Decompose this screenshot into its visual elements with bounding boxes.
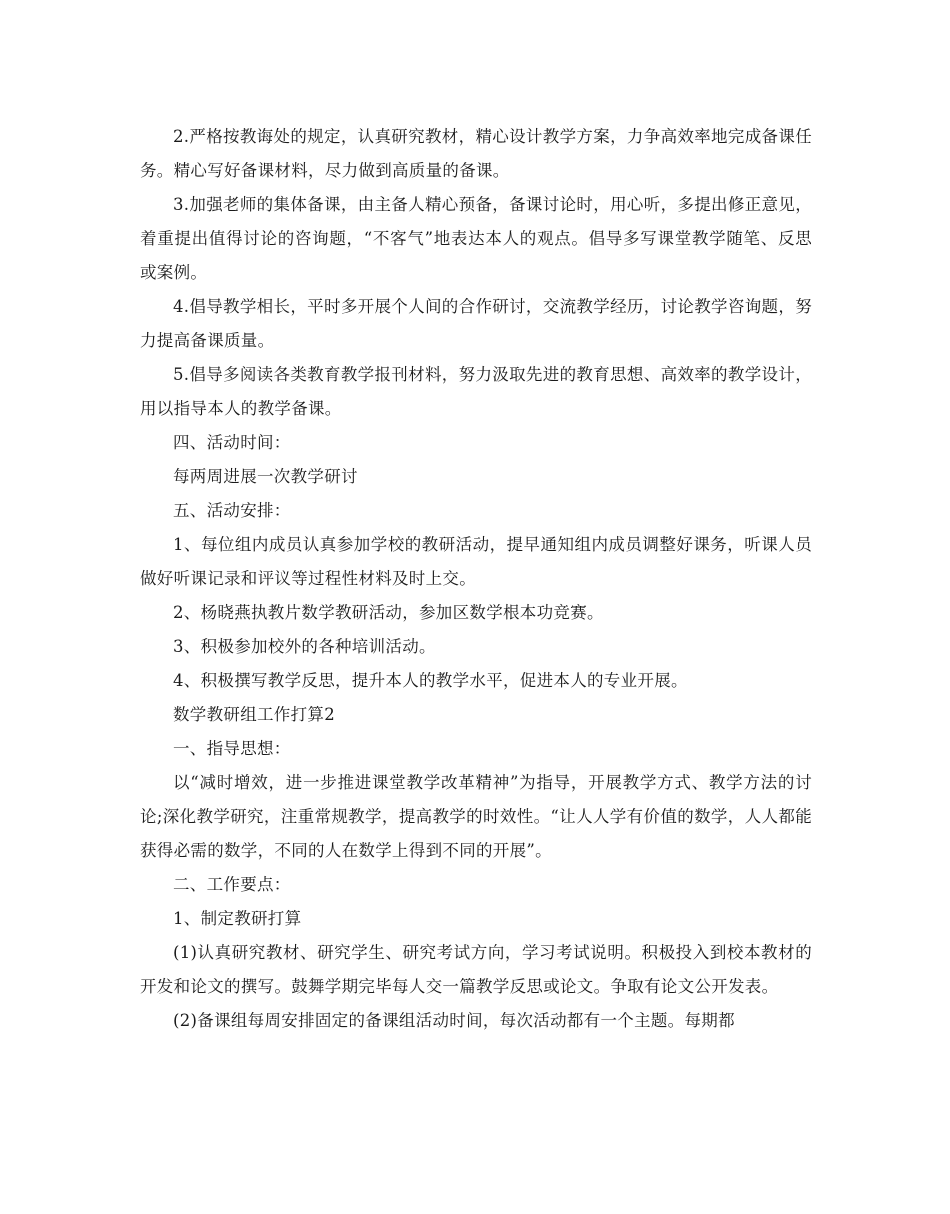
paragraph-item-5: 5.倡导多阅读各类教育教学报刊材料，努力汲取先进的教育思想、高效率的教学设计，用以指导本人的教学备课。: [140, 365, 812, 418]
arrangement-item-2: 2、杨晓燕执教片数学教研活动，参加区数学根本功竞赛。: [173, 603, 604, 622]
document-body: [140, 120, 812, 1038]
paragraph-guiding-thought: 以“减时增效，进一步推进课堂教学改革精神”为指导，开展教学方式、教学方法的讨论;深化教学研究，注重常规教学，提高教学的时效性。“让人人学有价值的数学，人人都能获得必需的数学，不同的人在数学上得到不同的开展”。: [140, 773, 812, 860]
arrangement-item-4: 4、积极撰写教学反思，提升本人的教学水平，促进本人的专业开展。: [173, 671, 688, 690]
section-heading-activity-time: 四、活动时间：: [173, 433, 291, 452]
work-point-1-sub-2: (2)备课组每周安排固定的备课组活动时间，每次活动都有一个主题。每期都: [173, 1011, 735, 1030]
work-point-1-sub-1: (1)认真研究教材、研究学生、研究考试方向，学习考试说明。积极投入到校本教材的开发和论文的撰写。鼓舞学期完毕每人交一篇教学反思或论文。争取有论文公开发表。: [140, 943, 812, 996]
document-subtitle: 数学教研组工作打算2: [173, 705, 335, 724]
paragraph-item-3: 3.加强老师的集体备课，由主备人精心预备，备课讨论时，用心听，多提出修正意见，着重提出值得讨论的咨询题，“不客气”地表达本人的观点。倡导多写课堂教学随笔、反思或案例。: [140, 195, 812, 282]
arrangement-item-1: 1、每位组内成员认真参加学校的教研活动，提早通知组内成员调整好课务，听课人员做好听课记录和评议等过程性材料及时上交。: [140, 535, 812, 588]
paragraph-item-4: 4.倡导教学相长，平时多开展个人间的合作研讨，交流教学经历，讨论教学咨询题，努力提高备课质量。: [140, 297, 812, 350]
paragraph-activity-time: 每两周进展一次教学研讨: [173, 467, 358, 486]
section-heading-guiding-thought: 一、指导思想：: [173, 739, 291, 758]
paragraph-item-2: 2.严格按教诲处的规定，认真研究教材，精心设计教学方案，力争高效率地完成备课任务。精心写好备课材料，尽力做到高质量的备课。: [140, 127, 812, 180]
arrangement-item-3: 3、积极参加校外的各种培训活动。: [173, 637, 436, 656]
section-heading-activity-arrangement: 五、活动安排：: [173, 501, 291, 520]
section-heading-work-points: 二、工作要点：: [173, 875, 291, 894]
work-point-1: 1、制定教研打算: [173, 909, 302, 928]
